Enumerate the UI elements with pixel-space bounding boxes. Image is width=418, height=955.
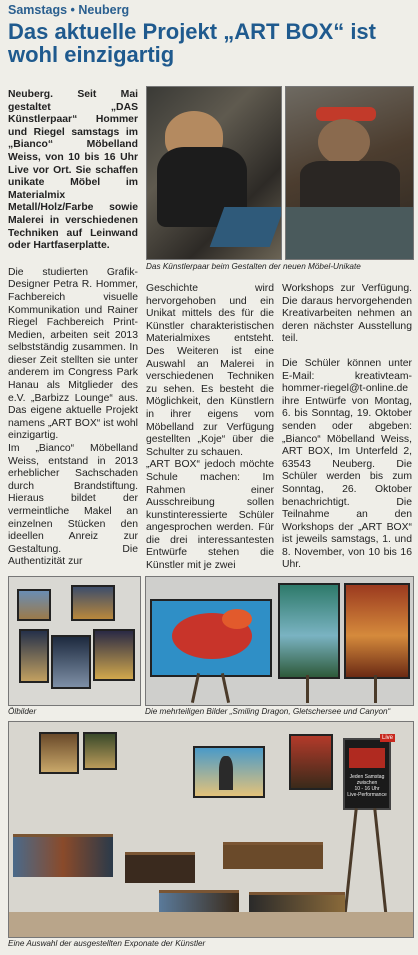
caption-oil: Ölbilder	[8, 707, 37, 716]
poster-line3: 10 - 16 Uhr	[354, 786, 380, 792]
photo-artist-man	[146, 86, 282, 260]
poster-line1: Jeden Samstag	[349, 774, 385, 780]
column-2	[146, 283, 274, 573]
body-paragraph: Geschichte wird hervorgehoben und ein Unikat mittels des für die Künstler charakteristischen Materialmixes entsteht. Des Weiteren ist eine Auswahl an Malerei in verschiedenen Techniken zu sehen. Es besteht die Möglichkeit, den Künstlern in ihrer eigens vom Möbelland zur Verfügung gestellten „Koje“ über die Schulter zu schauen.	[146, 283, 274, 458]
photo-multipart-paintings	[145, 576, 414, 706]
body-paragraph: Die studierten Grafik-Designer Petra R. Hommer, Fachbereich visuelle Kommunikation und Rainer Riegel Fachbereich Print-Medien, arbeiten seit 2013 selbstständig zusammen. In dieser Zeit stellten sie unter anderem im Congress Park Hanau als Mitglieder des e.V. „Barbizz Lounge“ aus. Das eigene aktuelle Projekt namens „ART BOX“ ist wohl einzigartig.	[8, 266, 138, 442]
poster-line2: zwischen	[356, 780, 378, 786]
body-paragraph: Die Schüler können unter E-Mail: kreativteam-hommer-riegel@t-online.de ihre Entwürfe von Montag, 6. bis Sonntag, 19. Oktober senden oder abgeben: „Bianco“ Möbelland Weiss, ART BOX, Im Unterfeld 2, 63543 Neuberg. Die Schüler werden bis zum Sonntag, 26. Oktober benachrichtigt. Die Teilnahme an den Workshops der „ART BOX“ ist jeweils samstags, 1. und 8. November, von 10 bis 16 Uhr.	[282, 357, 412, 571]
body-paragraph: „ART BOX“ jedoch möchte Schule machen: Im Rahmen einer Ausschreibung sollen kunstinteressierte Schüler angesprochen werden. Für die drei interessantesten Entwürfe stehen die Künstler mit je zwei	[146, 459, 274, 572]
live-poster	[343, 735, 393, 810]
photo-oil-paintings	[8, 576, 141, 706]
caption-top-photos: Das Künstlerpaar beim Gestalten der neuen Möbel-Unikate	[146, 262, 361, 271]
poster-live: Live	[381, 735, 393, 741]
poster-line4: Live-Performance	[347, 792, 387, 798]
lead-paragraph: Neuberg. Seit Mai gestaltet „DAS Künstlerpaar“ Hommer und Riegel samstags im „Bianco“ Möbelland Weiss, von 10 bis 16 Uhr Live vor Ort. Sie schaffen unikate Möbel im Materialmix Metall/Holz/Farbe sowie Malerei in verschiedenen Techniken auf Leinwand oder Hartfaserplatte.	[8, 89, 138, 252]
photo-exhibits	[8, 721, 414, 938]
column-1	[8, 89, 138, 569]
column-3	[282, 283, 412, 572]
body-paragraph: Im „Bianco“ Möbelland Weiss, entstand in 2013 erheblicher Sachschaden durch Brandstiftung. Hieraus bildet der vermeintliche Makel an einzelnen Stücken den ideellen Anreiz zur Gestaltung. Die Authentizität zur	[8, 443, 138, 568]
kicker: Samstags • Neuberg	[8, 3, 130, 17]
headline: Das aktuelle Projekt „ART BOX“ ist wohl einzigartig	[8, 19, 376, 67]
photo-artist-woman	[285, 86, 414, 260]
caption-multipart: Die mehrteiligen Bilder „Smiling Dragon, Gletschersee und Canyon“	[145, 707, 391, 716]
caption-bottom: Eine Auswahl der ausgestellten Exponate der Künstler	[8, 939, 206, 948]
body-paragraph: Workshops zur Verfügung. Die daraus hervorgehenden Kreativarbeiten nehmen an deren nächster Ausstellung teil.	[282, 283, 412, 345]
